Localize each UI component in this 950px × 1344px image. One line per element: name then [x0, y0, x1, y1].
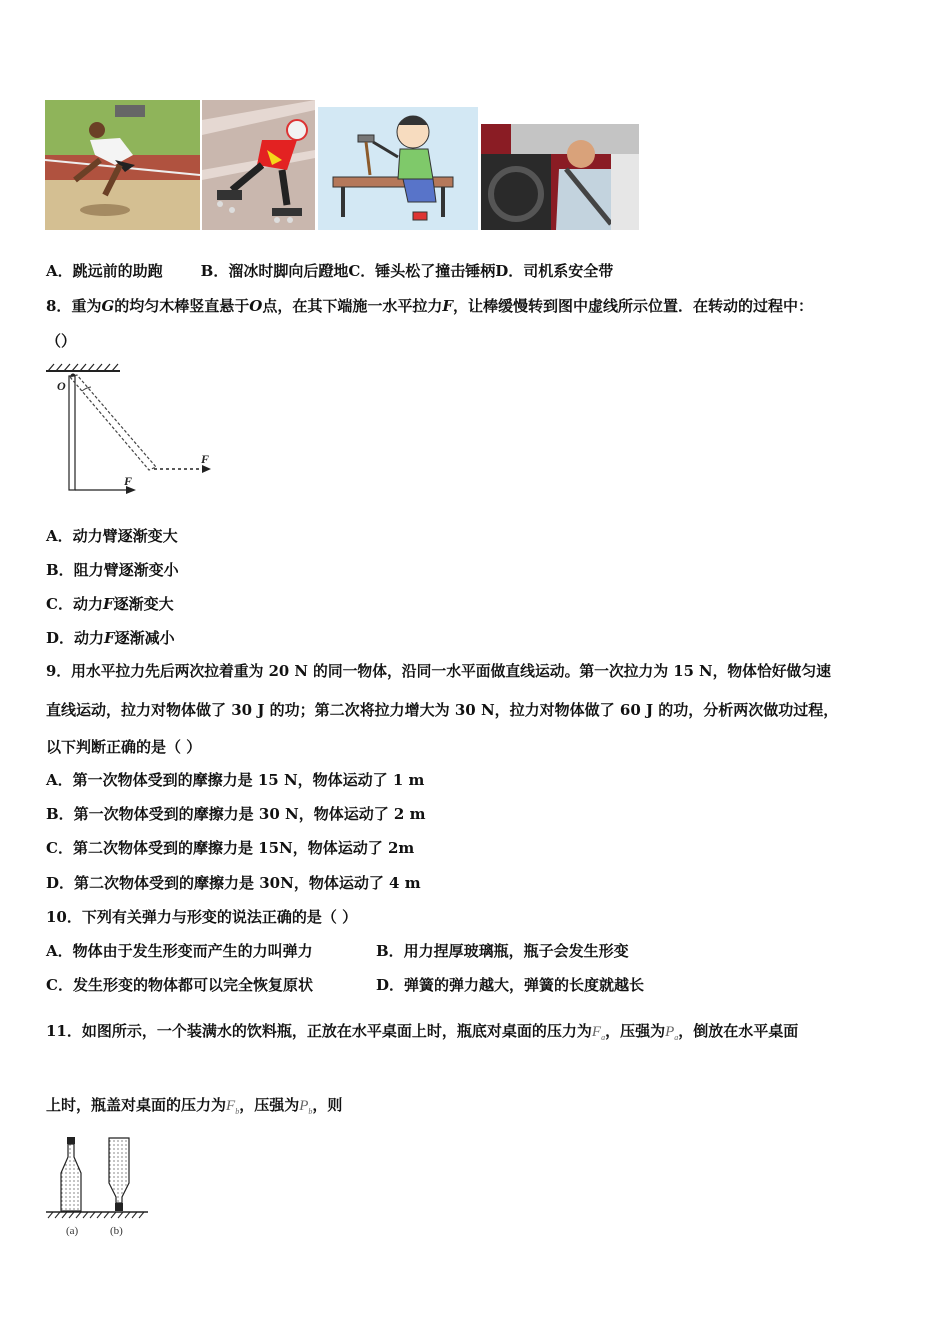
q11-text-1a: 11．如图所示，一个装满水的饮料瓶，正放在水平桌面上时，瓶底对桌面的压力为 — [46, 1022, 592, 1040]
symbol-fb-base: F — [226, 1098, 236, 1114]
q9-stem-line2: 直线运动，拉力对物体做了 30 J 的功；第二次将拉力增大为 30 N，拉力对物体做了 60 J 的功，分析两次做功过程， — [46, 701, 839, 719]
q8-var-o: O — [249, 297, 263, 315]
q10-option-d: D．弹簧的弹力越大，弹簧的长度就越长 — [376, 976, 645, 994]
q11-text-1b: ，压强为 — [605, 1022, 666, 1040]
seatbelt-photo — [481, 124, 639, 230]
q11-text-2a: 上时，瓶盖对桌面的压力为 — [46, 1096, 227, 1114]
q10-option-c: C．发生形变的物体都可以完全恢复原状 — [46, 976, 313, 994]
q8-number: 8． — [46, 297, 72, 315]
q10-stem: 10．下列有关弹力与形变的说法正确的是（ ） — [46, 908, 358, 926]
q7-option-d: D．司机系安全带 — [495, 262, 614, 280]
q11-stem-line2 — [46, 1095, 342, 1122]
lever-label-o: O — [57, 379, 66, 393]
q8-text-3: 点，在其下端施一水平拉力 — [262, 297, 443, 315]
q9-option-a: A．第一次物体受到的摩擦力是 15 N，物体运动了 1 m — [46, 771, 425, 789]
symbol-pa-sub: a — [674, 1033, 679, 1042]
lever-label-f2: F — [201, 452, 210, 466]
q7-option-b: B．溜冰时脚向后蹬地 — [200, 262, 349, 280]
q8-option-c-pre: C．动力 — [46, 595, 103, 613]
roller-skating-photo — [202, 100, 315, 230]
symbol-fb — [226, 1098, 239, 1114]
q9-stem-line1: 9．用水平拉力先后两次拉着重为 20 N 的同一物体，沿同一水平面做直线运动。第一次拉力为 15 N，物体恰好做匀速 — [46, 663, 831, 680]
symbol-pb-sub: b — [308, 1107, 313, 1116]
symbol-fa-base: F — [591, 1024, 602, 1040]
q9-option-c: C．第二次物体受到的摩擦力是 15N，物体运动了 2m — [46, 839, 415, 857]
q7-options — [46, 261, 613, 281]
q8-option-a: A．动力臂逐渐变大 — [46, 527, 178, 545]
q8-option-c-var: F — [102, 595, 114, 613]
q8-option-d-pre: D．动力 — [46, 629, 105, 647]
q11-text-2c: ，则 — [312, 1096, 343, 1114]
q9-stem-line3: 以下判断正确的是（ ） — [46, 738, 202, 756]
q8-option-b: B．阻力臂逐渐变小 — [46, 561, 179, 579]
q8-var-f: F — [442, 297, 454, 315]
symbol-fb-sub: b — [235, 1107, 240, 1116]
q8-stem — [46, 296, 813, 316]
bottle-label-b: (b) — [110, 1225, 123, 1237]
symbol-pa — [665, 1024, 678, 1040]
q10-option-b: B．用力捏厚玻璃瓶，瓶子会发生形变 — [376, 942, 629, 960]
q9-option-d: D．第二次物体受到的摩擦力是 30N，物体运动了 4 m — [46, 874, 421, 892]
bottle-label-a: (a) — [66, 1225, 79, 1237]
q8-option-d-post: 逐渐减小 — [114, 629, 175, 647]
symbol-pb-base: P — [299, 1098, 309, 1114]
symbol-fa — [592, 1024, 605, 1040]
q10-option-a: A．物体由于发生形变而产生的力叫弹力 — [46, 942, 313, 960]
q8-text-2: 的均匀木棒竖直悬于 — [114, 297, 250, 315]
q8-option-c-post: 逐渐变大 — [113, 595, 174, 613]
symbol-fa-sub: a — [601, 1033, 606, 1042]
q8-text-1: 重为 — [71, 297, 102, 315]
hammer-cartoon — [318, 107, 478, 230]
q11-text-1c: ，倒放在水平桌面 — [678, 1022, 799, 1040]
symbol-pa-base: P — [665, 1024, 675, 1040]
bottle-figure — [44, 1135, 154, 1245]
q8-var-g: G — [101, 297, 115, 315]
lever-label-f1: F — [124, 474, 133, 488]
q11-text-2b: ，压强为 — [239, 1096, 300, 1114]
q11-stem-line1 — [46, 1021, 798, 1048]
long-jump-photo — [45, 100, 200, 230]
q8-option-d-var: F — [104, 629, 115, 647]
lever-figure — [44, 363, 219, 498]
q8-option-c — [46, 594, 174, 614]
q7-option-c: C．锤头松了撞击锤柄 — [348, 262, 496, 280]
q8-option-d — [46, 628, 175, 648]
symbol-pb — [299, 1098, 312, 1114]
q9-option-b: B．第一次物体受到的摩擦力是 30 N，物体运动了 2 m — [46, 805, 426, 823]
q8-bracket: （） — [46, 332, 77, 350]
q7-option-a: A．跳远前的助跑 — [46, 262, 163, 280]
q8-text-4: ，让棒缓慢转到图中虚线所示位置．在转动的过程中： — [453, 297, 814, 315]
